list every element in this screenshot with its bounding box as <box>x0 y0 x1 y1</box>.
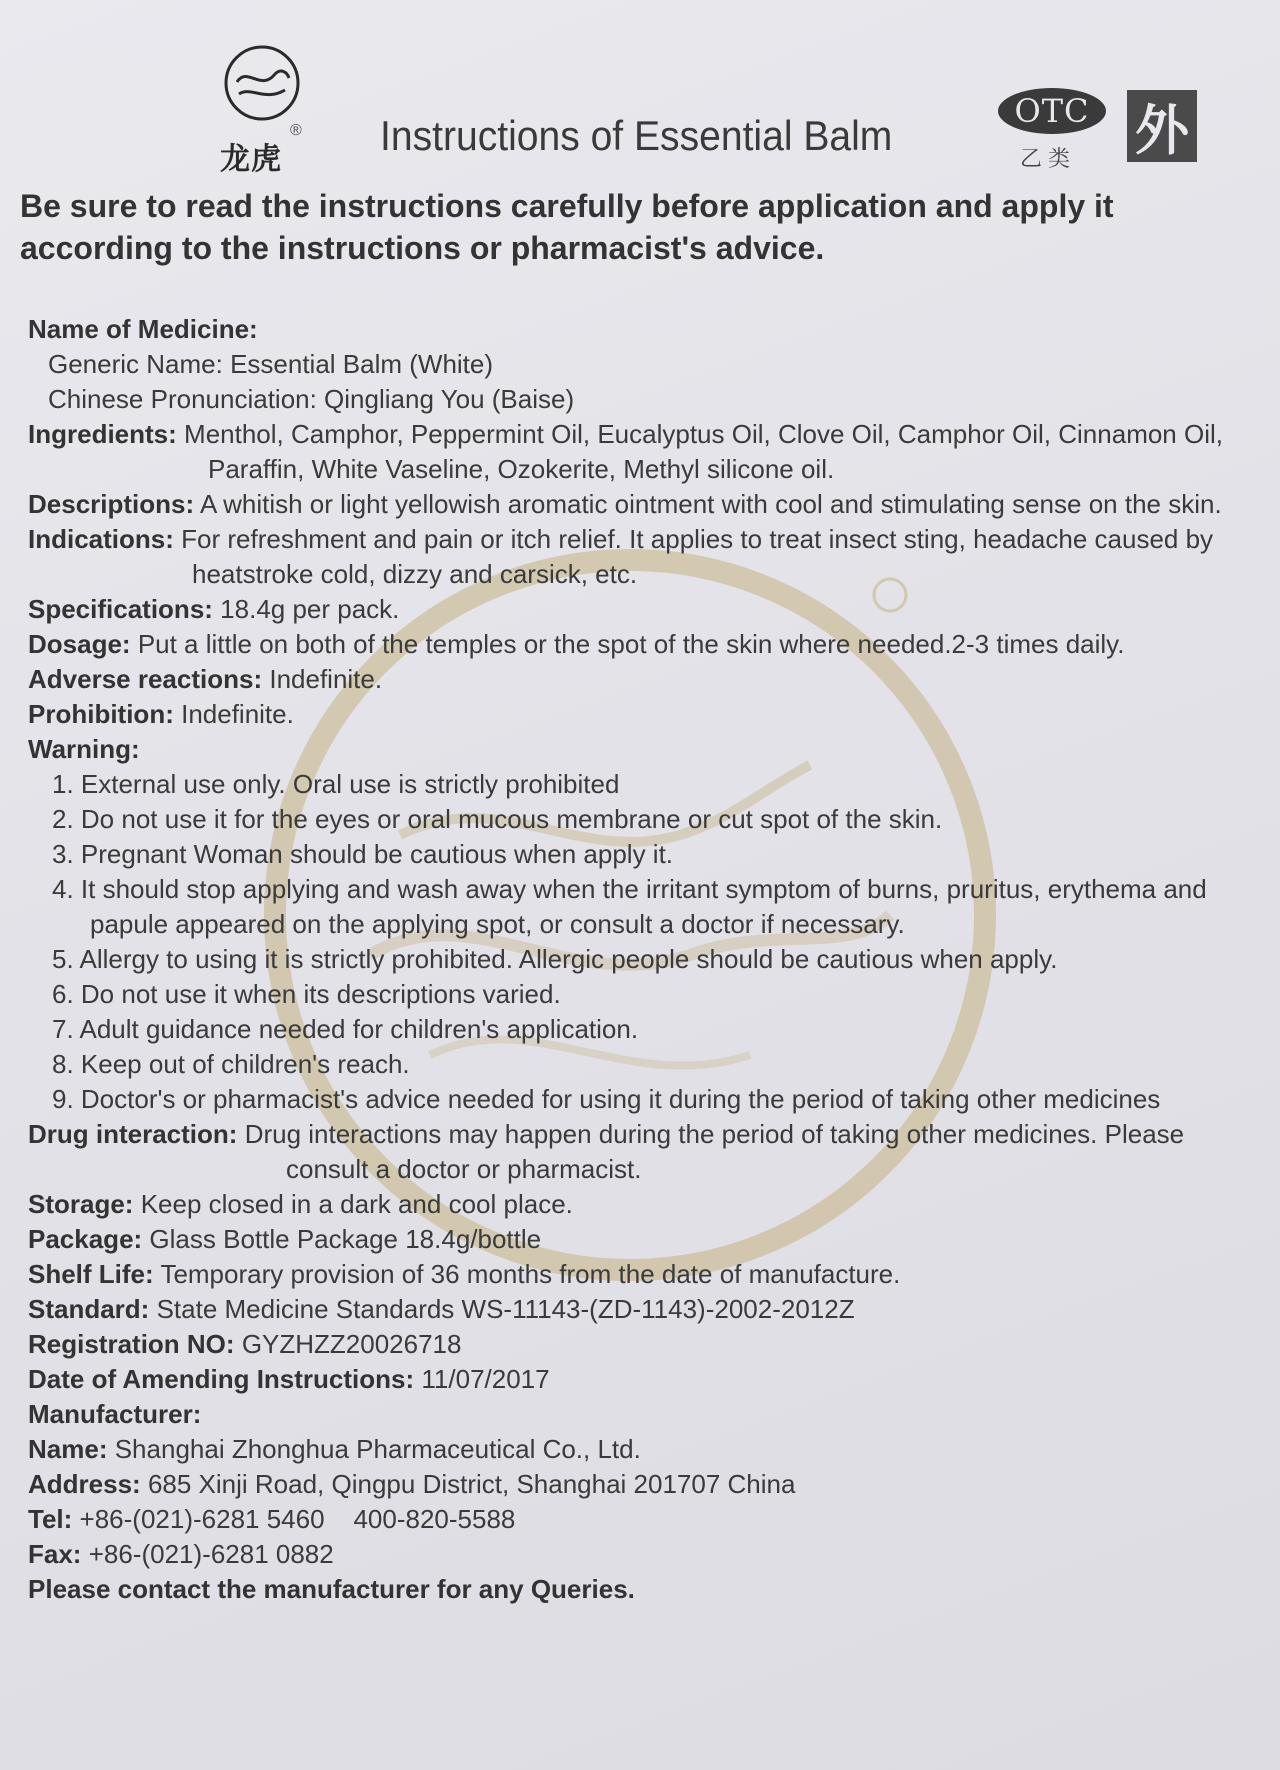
dosage-label: Dosage: <box>28 629 131 659</box>
descriptions-value: A whitish or light yellowish aromatic ointment with cool and stimulating sense on the skin. <box>199 489 1222 519</box>
manufacturer-tel-label: Tel: <box>28 1504 73 1534</box>
registration-label: Registration NO: <box>28 1329 235 1359</box>
ingredients-label: Ingredients: <box>28 419 177 449</box>
manufacturer-fax: +86-(021)-6281 0882 <box>88 1539 334 1569</box>
registered-mark: ® <box>290 122 302 139</box>
shelf-life-row <box>28 1257 1253 1292</box>
ingredients-row <box>28 417 1253 487</box>
warning-item: 9. Doctor's or pharmacist's advice needed for using it during the period of taking other medicines <box>52 1084 1161 1114</box>
page-title: Instructions of Essential Balm <box>380 112 893 159</box>
warning-item: 8. Keep out of children's reach. <box>52 1049 410 1079</box>
registration-value: GYZHZZ20026718 <box>241 1329 462 1359</box>
manufacturer-name-row <box>28 1432 1253 1467</box>
otc-class: 乙类 <box>1020 146 1077 171</box>
manufacturer-tel-row <box>28 1502 1253 1537</box>
package-label: Package: <box>28 1224 143 1254</box>
generic-name: Generic Name: Essential Balm (White) <box>48 349 494 379</box>
standard-row <box>28 1292 1253 1327</box>
adverse-reactions-row <box>28 662 1253 697</box>
warning-list <box>28 767 1253 1117</box>
drug-interaction-label: Drug interaction: <box>28 1119 238 1149</box>
manufacturer-address-label: Address: <box>28 1469 141 1499</box>
intro-notice: Be sure to read the instructions carefully before application and apply it according to the instructions or pharmacist's advice. <box>20 188 1114 266</box>
registration-row <box>28 1327 1253 1362</box>
drug-interaction-row <box>28 1117 1253 1187</box>
contact-note: Please contact the manufacturer for any Queries. <box>28 1574 635 1604</box>
manufacturer-address: 685 Xinji Road, Qingpu District, Shanghai 201707 China <box>147 1469 796 1499</box>
ingredients-value: Menthol, Camphor, Peppermint Oil, Eucalyptus Oil, Clove Oil, Camphor Oil, Cinnamon Oil, Paraffin, White Vaseline, Ozokerite, Methyl silicone oil. <box>184 419 1223 484</box>
warning-label: Warning: <box>28 734 140 764</box>
standard-label: Standard: <box>28 1294 150 1324</box>
indications-label: Indications: <box>28 524 174 554</box>
prohibition-label: Prohibition: <box>28 699 174 729</box>
indications-value: For refreshment and pain or itch relief. It applies to treat insect sting, headache caused by heatstroke cold, dizzy and carsick, etc. <box>181 524 1214 589</box>
manufacturer-name: Shanghai Zhonghua Pharmaceutical Co., Ltd. <box>114 1434 641 1464</box>
name-of-medicine-label: Name of Medicine: <box>28 314 258 344</box>
manufacturer-label: Manufacturer: <box>28 1399 202 1429</box>
standard-value: State Medicine Standards WS-11143-(ZD-1143)-2002-2012Z <box>156 1294 855 1324</box>
shelf-life-value: Temporary provision of 36 months from the date of manufacture. <box>160 1259 901 1289</box>
descriptions-label: Descriptions: <box>28 489 195 519</box>
storage-label: Storage: <box>28 1189 134 1219</box>
manufacturer-fax-row <box>28 1537 1253 1572</box>
adverse-reactions-value: Indefinite. <box>269 664 383 694</box>
manufacturer-fax-label: Fax: <box>28 1539 82 1569</box>
manufacturer-tel: +86-(021)-6281 5460 400-820-5588 <box>79 1504 516 1534</box>
descriptions-row <box>28 487 1253 522</box>
warning-item: 5. Allergy to using it is strictly prohibited. Allergic people should be cautious when apply. <box>52 944 1058 974</box>
adverse-reactions-label: Adverse reactions: <box>28 664 263 694</box>
chinese-pronunciation: Chinese Pronunciation: Qingliang You (Baise) <box>48 384 575 414</box>
drug-interaction-value: Drug interactions may happen during the period of taking other medicines. Please consult a doctor or pharmacist. <box>244 1119 1185 1184</box>
otc-label: OTC <box>998 88 1106 134</box>
warning-item: 2. Do not use it for the eyes or oral mucous membrane or cut spot of the skin. <box>52 804 943 834</box>
dosage-row <box>28 627 1253 662</box>
brand-logo <box>212 42 312 177</box>
manufacturer-address-row <box>28 1467 1253 1502</box>
shelf-life-label: Shelf Life: <box>28 1259 154 1289</box>
date-amending-row <box>28 1362 1253 1397</box>
warning-item: 4. It should stop applying and wash away when the irritant symptom of burns, pruritus, erythema and papule appeared on the applying spot, or consult a doctor if necessary. <box>52 874 1207 939</box>
external-use-badge: 外 <box>1127 90 1197 162</box>
prohibition-value: Indefinite. <box>181 699 294 729</box>
specifications-row <box>28 592 1253 627</box>
dosage-value: Put a little on both of the temples or the spot of the skin where needed.2-3 times daily. <box>137 629 1125 659</box>
date-amending-label: Date of Amending Instructions: <box>28 1364 415 1394</box>
package-row <box>28 1222 1253 1257</box>
specifications-label: Specifications: <box>28 594 213 624</box>
storage-value: Keep closed in a dark and cool place. <box>140 1189 573 1219</box>
specifications-value: 18.4g per pack. <box>220 594 400 624</box>
warning-item: 3. Pregnant Woman should be cautious when apply it. <box>52 839 674 869</box>
brand-name: 龙虎 <box>220 142 282 177</box>
warning-item: 6. Do not use it when its descriptions varied. <box>52 979 561 1009</box>
otc-badge <box>998 88 1108 171</box>
manufacturer-name-label: Name: <box>28 1434 108 1464</box>
prohibition-row <box>28 697 1253 732</box>
storage-row <box>28 1187 1253 1222</box>
indications-row <box>28 522 1253 592</box>
warning-item: 1. External use only. Oral use is strictly prohibited <box>52 769 620 799</box>
date-amending-value: 11/07/2017 <box>421 1364 550 1394</box>
instructions-body <box>28 312 1253 1607</box>
warning-item: 7. Adult guidance needed for children's application. <box>52 1014 639 1044</box>
dragon-tiger-logo-icon <box>221 42 303 124</box>
package-value: Glass Bottle Package 18.4g/bottle <box>149 1224 542 1254</box>
